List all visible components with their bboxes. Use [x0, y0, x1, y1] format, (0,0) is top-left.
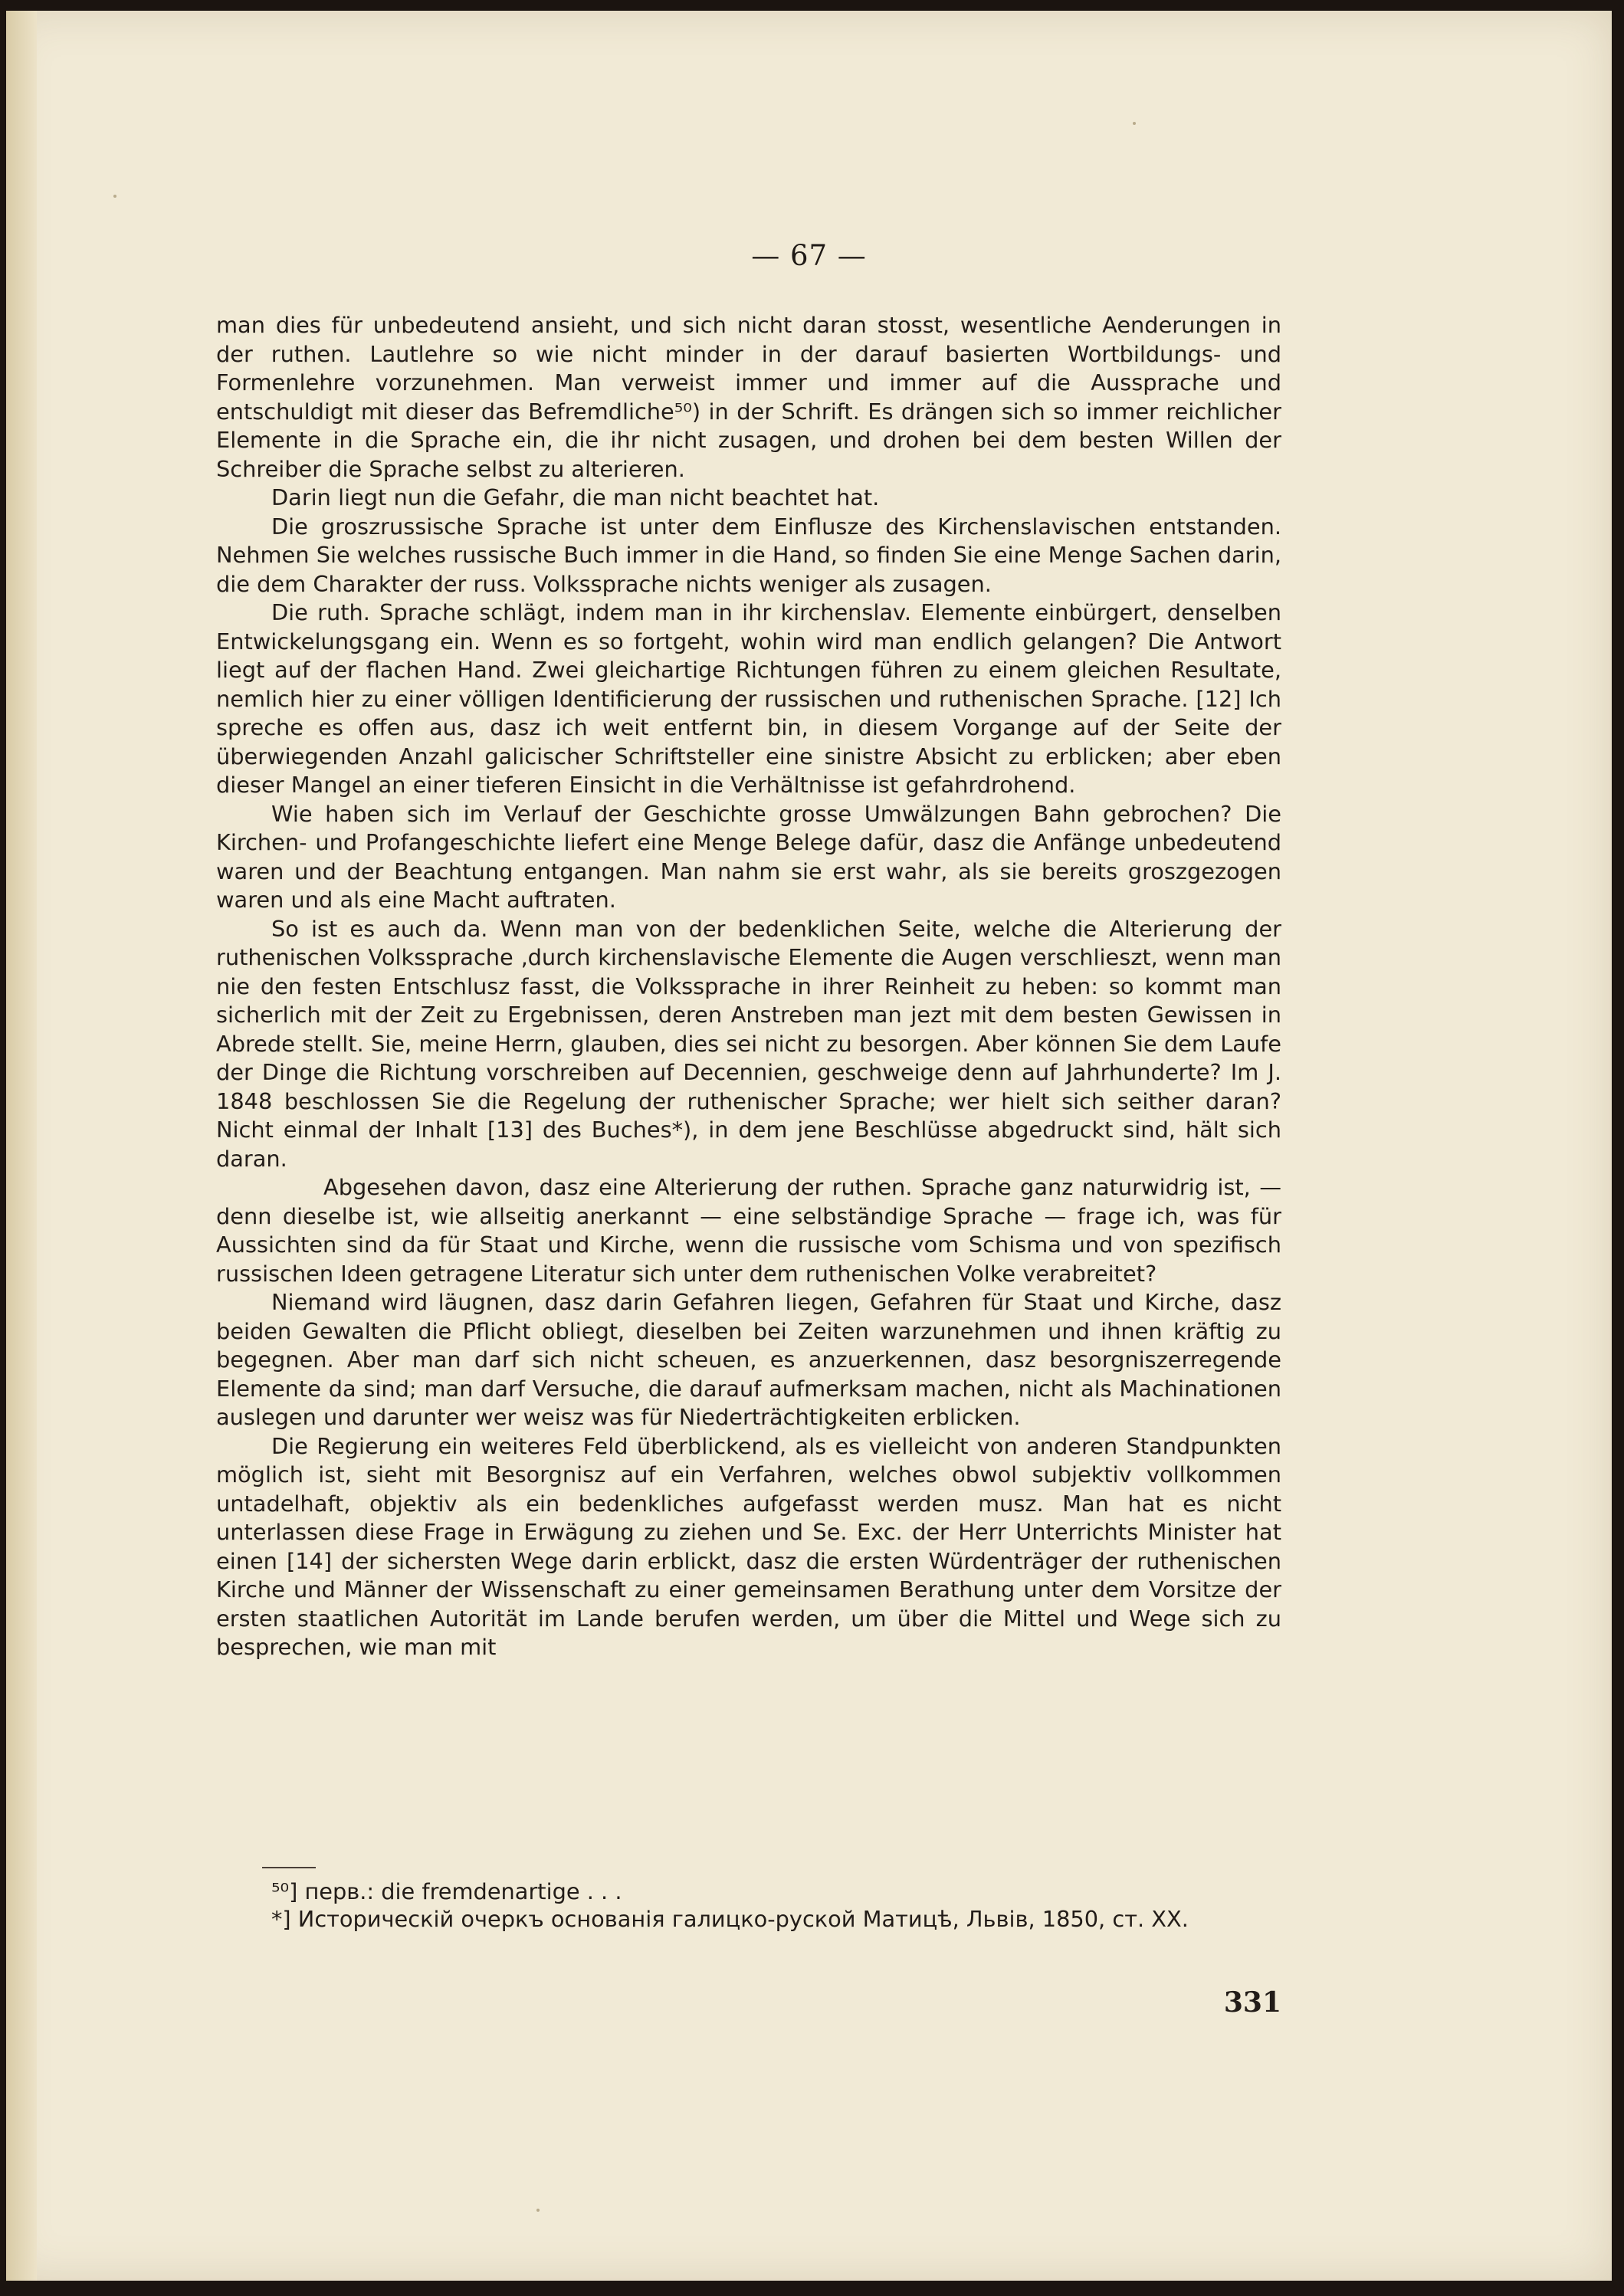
page-edge	[6, 11, 37, 2281]
paragraph: So ist es auch da. Wenn man von der bedenklichen Seite, welche die Alterierung der ruthenischen Volkssprache ‚durch kirchenslavische Elemente die Augen verschlieszt, wenn man nie den festen Entschlusz fasst, die Volkssprache in ihrer Reinheit zu heben: so kommt man sicherlich mit der Zeit zu Ergebnissen, deren Anstreben man jezt mit dem besten Gewissen in Abrede stellt. Sie, meine Herrn, glauben, dies sei nicht zu besorgen. Aber können Sie dem Laufe der Dinge die Richtung vorschreiben auf Decennien, geschweige denn auf Jahrhunderte? Im J. 1848 beschlossen Sie die Regelung der ruthenischer Sprache; wer hielt sich seither daran? Nicht einmal der Inhalt [13] des Buches*), in dem jene Beschlüsse abgedruckt sind, hält sich daran.	[216, 915, 1281, 1172]
footnote: *] Историческій очеркъ основанія галицко-руской Матицѣ, Львів, 1850, ст. XX.	[271, 1906, 1189, 1932]
footnote-rule	[262, 1867, 316, 1868]
scanned-page	[6, 11, 1612, 2281]
paragraph: Darin liegt nun die Gefahr, die man nicht beachtet hat.	[271, 484, 880, 510]
paper-speck	[536, 2209, 540, 2212]
paragraph: Wie haben sich im Verlauf der Geschichte grosse Umwälzungen Bahn gebrochen? Die Kirchen- und Profangeschichte liefert eine Menge Belege dafür, dasz die Anfänge unbedeutend waren und der Beachtung entgangen. Man nahm sie erst wahr, als sie bereits groszgezogen waren und als eine Macht auftraten.	[216, 800, 1281, 913]
paragraph: Niemand wird läugnen, dasz darin Gefahren liegen, Gefahren für Staat und Kirche, dasz beiden Gewalten die Pflicht obliegt, dieselben bei Zeiten warzunehmen und ihnen kräftig zu begegnen. Aber man darf sich nicht scheuen, es anzuerkennen, dasz besorgniszerregende Elemente da sind; man darf Versuche, die darauf aufmerksam machen, nicht als Machinationen auslegen und darunter wer weisz was für Niederträchtigkeiten erblicken.	[216, 1289, 1281, 1430]
page-header: — 67 —	[751, 239, 867, 272]
paragraph: Die ruth. Sprache schlägt, indem man in ihr kirchenslav. Elemente einbürgert, denselben Entwickelungsgang ein. Wenn es so fortgeht, wohin wird man endlich gelangen? Die Antwort liegt auf der flachen Hand. Zwei gleichartige Richtungen führen zu einem gleichen Resultate, nemlich hier zu einer völligen Identificierung der russischen und ruthenischen Sprache. [12] Ich spreche es offen aus, dasz ich weit entfernt bin, in diesem Vorgange auf der Seite der überwiegenden Anzahl galicischer Schriftsteller eine sinistre Absicht zu erblicken; aber eben dieser Mangel an einer tieferen Einsicht in die Verhältnisse ist gefahrdrohend.	[216, 599, 1281, 798]
paragraph: man dies für unbedeutend ansieht, und sich nicht daran stosst, wesentliche Aenderungen in der ruthen. Lautlehre so wie nicht minder in der darauf basierten Wortbildungs- und Formenlehre vorzunehmen. Man verweist immer und immer auf die Aussprache und entschuldigt mit dieser das Befremdliche⁵⁰) in der Schrift. Es drängen sich so immer reichlicher Elemente in die Sprache ein, die ihr nicht zusagen, und drohen bei dem besten Willen der Schreiber die Sprache selbst zu alterieren.	[216, 312, 1281, 482]
footnote: ⁵⁰] перв.: die fremdenartige . . .	[271, 1878, 622, 1904]
paper-speck	[113, 195, 116, 198]
paragraph: Abgesehen davon, dasz eine Alterierung der ruthen. Sprache ganz naturwidrig ist, — denn dieselbe ist, wie allseitig anerkannt — eine selbständige Sprache — frage ich, was für Aussichten sind da für Staat und Kirche, wenn die russische vom Schisma und von spezifisch russischen Ideen getragene Literatur sich unter dem ruthenischen Volke verabreitet?	[216, 1174, 1281, 1287]
paragraph: Die groszrussische Sprache ist unter dem Einflusze des Kirchenslavischen entstanden. Nehmen Sie welches russische Buch immer in die Hand, so finden Sie eine Menge Sachen darin, die dem Charakter der russ. Volkssprache nichts weniger als zusagen.	[216, 513, 1281, 597]
body-text	[216, 311, 1281, 1662]
footnotes	[216, 1867, 1281, 1933]
paragraph: Die Regierung ein weiteres Feld überblickend, als es vielleicht von anderen Standpunkten möglich ist, sieht mit Besorgnisz auf ein Verfahren, welches obwol subjektiv vollkommen untadelhaft, objektiv als ein bedenkliches aufgefasst werden musz. Man hat es nicht unterlassen diese Frage in Erwägung zu ziehen und Se. Exc. der Herr Unterrichts Minister hat einen [14] der sichersten Wege darin erblickt, dasz die ersten Würdenträger der ruthenischen Kirche und Männer der Wissenschaft zu einer gemeinsamen Berathung unter dem Vorsitze der ersten staatlichen Autorität im Lande berufen werden, um über die Mittel und Wege sich zu besprechen, wie man mit	[216, 1432, 1281, 1660]
paper-speck	[1133, 122, 1136, 125]
page-number: 331	[1223, 1986, 1281, 2019]
